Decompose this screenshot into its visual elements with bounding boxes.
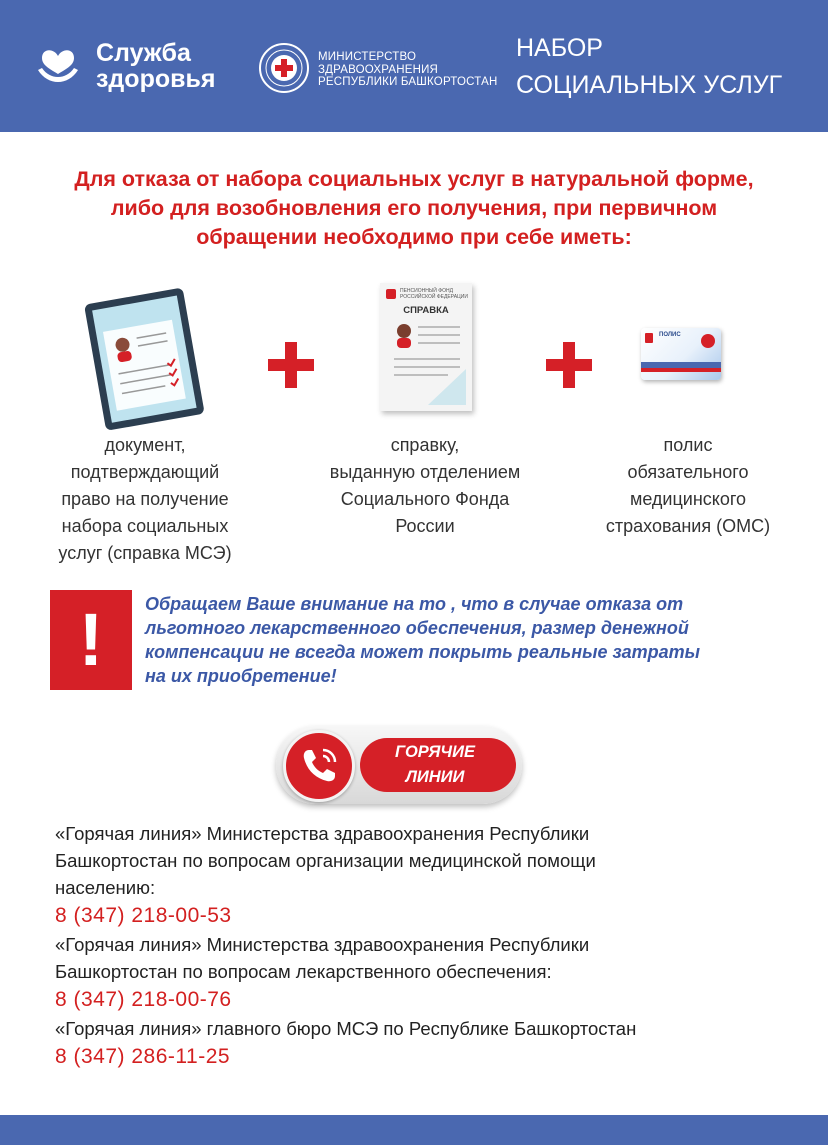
- item-3-line: медицинского: [629, 489, 747, 509]
- hotline-label-line-2: ЛИНИИ: [405, 768, 465, 786]
- card-emblem-icon: [645, 333, 653, 343]
- contact-line: Башкортостан по вопросам лекарственного обеспечения:: [55, 961, 552, 982]
- certificate-title: СПРАВКА: [403, 305, 449, 316]
- item-3-caption: [578, 432, 798, 540]
- insurance-card-icon: [641, 328, 721, 380]
- card-flower-icon: [701, 334, 715, 348]
- item-2-line: Социального Фонда: [340, 489, 510, 509]
- item-1-line: право на получение: [61, 489, 229, 509]
- tablet-document-icon: [80, 285, 210, 430]
- warning-line-2: льготного лекарственного обеспечения, размер денежной: [145, 618, 689, 638]
- brand-line-2: здоровья: [96, 65, 216, 93]
- page-title: [516, 30, 782, 104]
- footer-bar: [0, 1115, 828, 1145]
- pension-fund-logo-icon: [386, 289, 396, 299]
- intro-line-1: Для отказа от набора социальных услуг в натуральной форме,: [74, 167, 754, 191]
- item-1-line: набора социальных: [61, 516, 229, 536]
- plus-icon: [268, 342, 314, 388]
- item-1-line: документ,: [104, 435, 186, 455]
- item-1-line: подтверждающий: [70, 462, 220, 482]
- certificate-body-icon: [388, 319, 466, 405]
- contact-1-description: [55, 820, 815, 901]
- page-title-line-2: СОЦИАЛЬНЫХ УСЛУГ: [516, 71, 783, 99]
- intro-line-2: либо для возобновления его получения, при первичном: [110, 196, 718, 220]
- item-3-line: полис: [663, 435, 713, 455]
- warning-line-4: на их приобретение!: [145, 666, 337, 686]
- ministry-line-1: МИНИСТЕРСТВО: [318, 51, 417, 63]
- plus-icon: [546, 342, 592, 388]
- contact-line: «Горячая линия» Министерства здравоохранения Республики: [55, 823, 590, 844]
- warning-text: [145, 592, 820, 688]
- brand-line-1: Служба: [96, 39, 191, 67]
- item-1-caption: [30, 432, 260, 567]
- ministry-name: [318, 51, 498, 89]
- contact-line: «Горячая линия» главного бюро МСЭ по Республике Башкортостан: [55, 1018, 637, 1039]
- contact-2-phone[interactable]: 8 (347) 218-00-76: [55, 988, 232, 1011]
- contact-3-description: [55, 1015, 815, 1042]
- brand-name: [96, 40, 215, 92]
- ministry-emblem-icon: [258, 42, 310, 94]
- contact-line: Башкортостан по вопросам организации медицинской помощи: [55, 850, 596, 871]
- warning-line-3: компенсации не всегда может покрыть реальные затраты: [145, 642, 701, 662]
- item-2-caption: [305, 432, 545, 540]
- item-2-line: справку,: [390, 435, 460, 455]
- card-stripe-red: [641, 368, 721, 372]
- item-2-line: России: [395, 516, 455, 536]
- item-1-line: услуг (справка МСЭ): [58, 543, 232, 563]
- intro-text: [20, 165, 808, 252]
- page-title-line-1: НАБОР: [516, 34, 603, 62]
- item-3-line: обязательного: [627, 462, 749, 482]
- contact-1-phone[interactable]: 8 (347) 218-00-53: [55, 904, 232, 927]
- heart-hand-logo-icon: [34, 40, 82, 88]
- hotline-label: [372, 740, 498, 790]
- contact-2-description: [55, 931, 815, 985]
- warning-line-1: Обращаем Ваше внимание на то , что в случае отказа от: [145, 594, 684, 614]
- contact-line: «Горячая линия» Министерства здравоохранения Республики: [55, 934, 590, 955]
- item-2-line: выданную отделением: [329, 462, 521, 482]
- certificate-header: ПЕНСИОННЫЙ ФОНД РОССИЙСКОЙ ФЕДЕРАЦИИ: [400, 288, 468, 300]
- contact-line: населению:: [55, 877, 156, 898]
- hotline-label-line-1: ГОРЯЧИЕ: [395, 743, 475, 761]
- contact-3-phone[interactable]: 8 (347) 286-11-25: [55, 1045, 231, 1068]
- certificate-icon: [380, 283, 472, 411]
- phone-icon: [295, 742, 343, 790]
- ministry-line-2: ЗДРАВООХРАНЕНИЯ: [318, 63, 439, 76]
- item-3-line: страхования (ОМС): [605, 516, 771, 536]
- card-label: ПОЛИС: [659, 332, 681, 338]
- exclamation-icon: !: [78, 598, 104, 681]
- ministry-line-3: РЕСПУБЛИКИ БАШКОРТОСТАН: [318, 76, 498, 88]
- intro-line-3: обращении необходимо при себе иметь:: [196, 225, 632, 249]
